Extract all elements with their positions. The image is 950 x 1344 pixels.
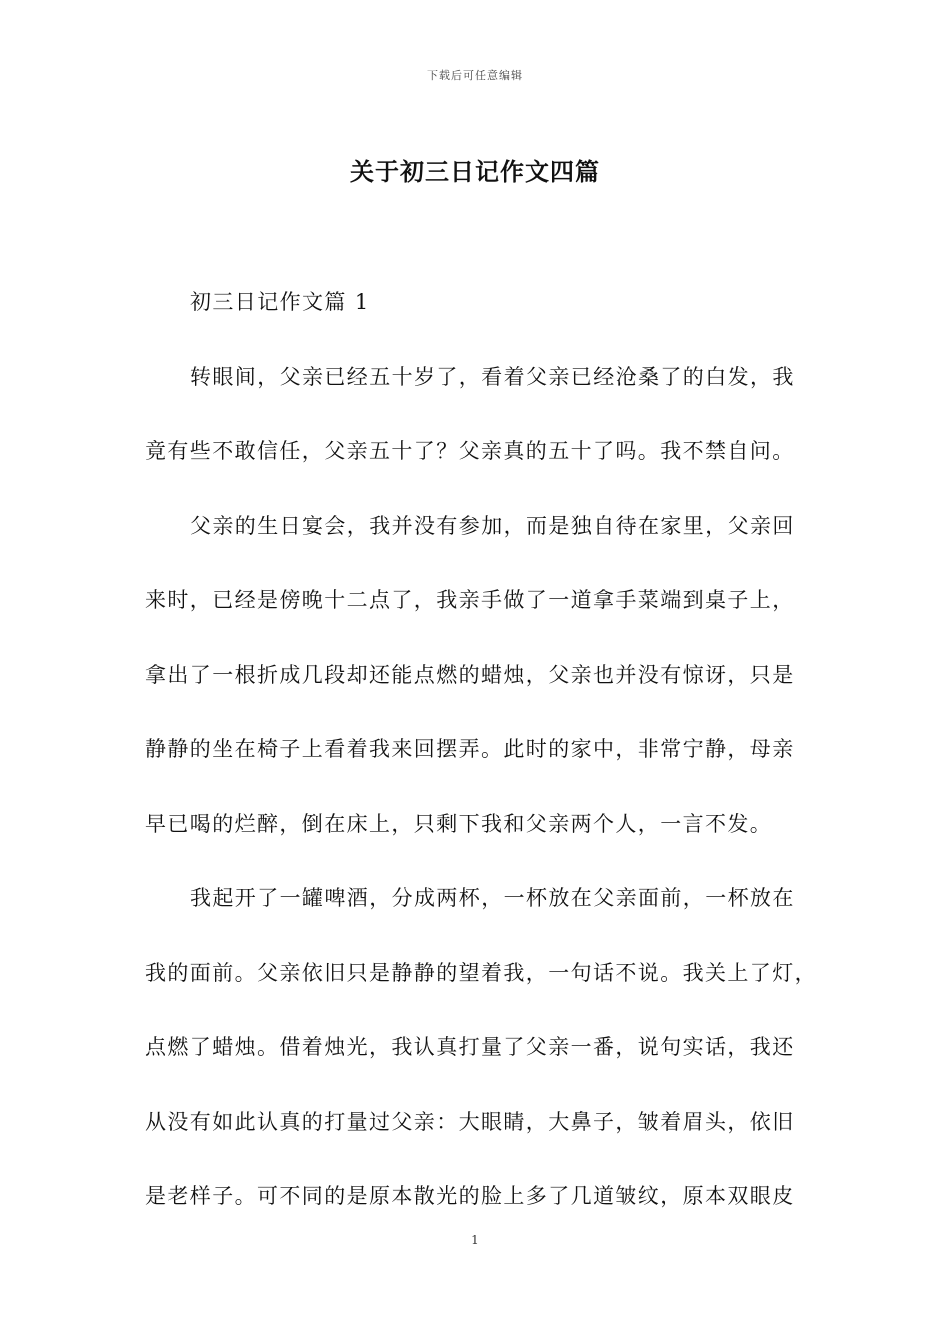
paragraph-line: 转眼间，父亲已经五十岁了，看着父亲已经沧桑了的白发，我 — [190, 364, 795, 389]
paragraph-line: 我起开了一罐啤酒，分成两杯，一杯放在父亲面前，一杯放在 — [190, 886, 795, 910]
paragraph-line: 静静的坐在椅子上看着我来回摆弄。此时的家中，非常宁静，母亲 — [145, 737, 795, 761]
paragraph-line: 拿出了一根折成几段却还能点燃的蜡烛，父亲也并没有惊讶，只是 — [145, 662, 795, 687]
paragraph-line: 早已喝的烂醉，倒在床上，只剩下我和父亲两个人，一言不发。 — [145, 811, 773, 836]
document-body — [145, 290, 817, 1259]
paragraph-line: 从没有如此认真的打量过父亲：大眼睛，大鼻子，皱着眉头，依旧 — [145, 1109, 795, 1134]
paragraph-line: 是老样子。可不同的是原本散光的脸上多了几道皱纹，原本双眼皮 — [145, 1184, 795, 1208]
paragraph-line: 点燃了蜡烛。借着烛光，我认真打量了父亲一番，说句实话，我还 — [145, 1035, 795, 1059]
paragraph-line: 来时，已经是傍晚十二点了，我亲手做了一道拿手菜端到桌子上， — [145, 588, 795, 612]
page-number: 1 — [471, 1233, 479, 1247]
document-title: 关于初三日记作文四篇 — [350, 157, 600, 186]
paragraph-line: 竟有些不敢信任，父亲五十了？父亲真的五十了吗。我不禁自问。 — [145, 439, 795, 463]
section-heading: 初三日记作文篇 1 — [190, 290, 370, 314]
header-note: 下载后可任意编辑 — [427, 69, 523, 82]
paragraph-line: 我的面前。父亲依旧只是静静的望着我，一句话不说。我关上了灯， — [145, 960, 817, 985]
paragraph-line: 父亲的生日宴会，我并没有参加，而是独自待在家里，父亲回 — [190, 513, 795, 538]
